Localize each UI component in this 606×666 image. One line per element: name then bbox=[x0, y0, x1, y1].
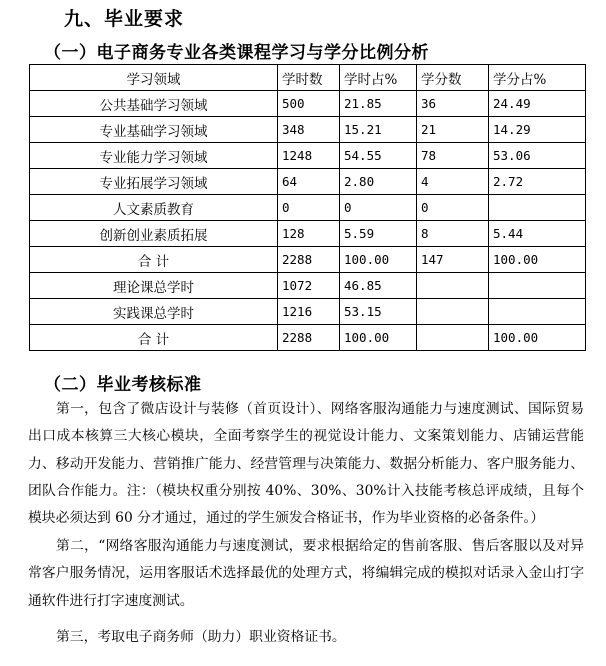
table-row bbox=[30, 143, 586, 169]
table-cell: 348 bbox=[278, 117, 340, 143]
table-cell: 54.55 bbox=[340, 143, 417, 169]
paragraph-third-requirement: 第三，考取电子商务师（助力）职业资格证书。 bbox=[56, 629, 346, 645]
table-row bbox=[30, 117, 586, 143]
table-cell: 100.00 bbox=[489, 247, 586, 273]
table-row bbox=[30, 221, 586, 247]
table-cell: 100.00 bbox=[340, 325, 417, 351]
table-cell bbox=[489, 195, 586, 221]
table-cell: 5.44 bbox=[489, 221, 586, 247]
table-header-row bbox=[30, 65, 586, 91]
table-cell: 公共基础学习领域 bbox=[30, 91, 278, 117]
table-cell: 合 计 bbox=[30, 325, 278, 351]
section-title: 九、毕业要求 bbox=[64, 8, 185, 30]
table-cell: 14.29 bbox=[489, 117, 586, 143]
table-cell: 1248 bbox=[278, 143, 340, 169]
table-cell bbox=[417, 273, 489, 299]
table-cell: 53.15 bbox=[340, 299, 417, 325]
table-row bbox=[30, 169, 586, 195]
table-cell: 21 bbox=[417, 117, 489, 143]
table-row bbox=[30, 195, 586, 221]
table-cell: 36 bbox=[417, 91, 489, 117]
paragraph-second-requirement: 第二，“网络客服沟通能力与速度测试，要求根据给定的售前客服、售后客服以及对异常客户服务情况，运用客服话术选择最优的处理方式，将编辑完成的模拟对话录入金山打字通软件进行打字速度测试。 bbox=[28, 538, 584, 609]
table-cell: 专业能力学习领域 bbox=[30, 143, 278, 169]
header-cell: 学分数 bbox=[417, 65, 489, 91]
table-cell: 46.85 bbox=[340, 273, 417, 299]
table-cell: 8 bbox=[417, 221, 489, 247]
table-cell: 合 计 bbox=[30, 247, 278, 273]
table-cell: 24.49 bbox=[489, 91, 586, 117]
paragraph-first-requirement: 第一，包含了微店设计与装修（首页设计）、网络客服沟通能力与速度测试、国际贸易出口成本核算三大核心模块，全面考察学生的视觉设计能力、文案策划能力、店铺运营能力、移动开发能力、营销推广能力、经营管理与决策能力、数据分析能力、客户服务能力、团队合作能力。注：（模块权重分别按 40%、30%、30%计入技能考核总评成绩，且每个模块必须达到 60 分才通过，通过的学生颁发合格证书，作为毕业资格的必备条件。） bbox=[28, 401, 584, 527]
table-cell: 0 bbox=[278, 195, 340, 221]
table-row-total bbox=[30, 247, 586, 273]
table-cell: 147 bbox=[417, 247, 489, 273]
table-cell: 100.00 bbox=[340, 247, 417, 273]
table-cell: 0 bbox=[340, 195, 417, 221]
subsection-title-course-analysis: （一）电子商务专业各类课程学习与学分比例分析 bbox=[44, 43, 429, 63]
table-cell: 人文素质教育 bbox=[30, 195, 278, 221]
header-cell: 学时数 bbox=[278, 65, 340, 91]
table-cell: 1216 bbox=[278, 299, 340, 325]
table-row bbox=[30, 91, 586, 117]
table-cell: 128 bbox=[278, 221, 340, 247]
table-row bbox=[30, 299, 586, 325]
table-cell: 专业拓展学习领域 bbox=[30, 169, 278, 195]
table-cell: 专业基础学习领域 bbox=[30, 117, 278, 143]
table-row bbox=[30, 273, 586, 299]
table-cell: 1072 bbox=[278, 273, 340, 299]
table-cell: 理论课总学时 bbox=[30, 273, 278, 299]
header-cell: 学分占% bbox=[489, 65, 586, 91]
table-cell: 15.21 bbox=[340, 117, 417, 143]
table-cell: 500 bbox=[278, 91, 340, 117]
table-cell: 2.72 bbox=[489, 169, 586, 195]
header-cell: 学习领域 bbox=[30, 65, 278, 91]
table-cell: 2288 bbox=[278, 247, 340, 273]
table-cell: 53.06 bbox=[489, 143, 586, 169]
table-cell bbox=[417, 299, 489, 325]
table-cell: 64 bbox=[278, 169, 340, 195]
table-cell bbox=[489, 273, 586, 299]
table-cell: 创新创业素质拓展 bbox=[30, 221, 278, 247]
table-cell: 78 bbox=[417, 143, 489, 169]
table-cell: 2288 bbox=[278, 325, 340, 351]
table-cell: 实践课总学时 bbox=[30, 299, 278, 325]
credit-analysis-table bbox=[29, 64, 586, 351]
table-cell: 4 bbox=[417, 169, 489, 195]
table-row-total bbox=[30, 325, 586, 351]
table-cell bbox=[489, 299, 586, 325]
table-cell bbox=[417, 325, 489, 351]
table-cell: 2.80 bbox=[340, 169, 417, 195]
table-cell: 21.85 bbox=[340, 91, 417, 117]
subsection-title-graduation-assessment: （二）毕业考核标准 bbox=[44, 375, 202, 395]
table-cell: 100.00 bbox=[489, 325, 586, 351]
table-cell: 5.59 bbox=[340, 221, 417, 247]
header-cell: 学时占% bbox=[340, 65, 417, 91]
table-cell: 0 bbox=[417, 195, 489, 221]
